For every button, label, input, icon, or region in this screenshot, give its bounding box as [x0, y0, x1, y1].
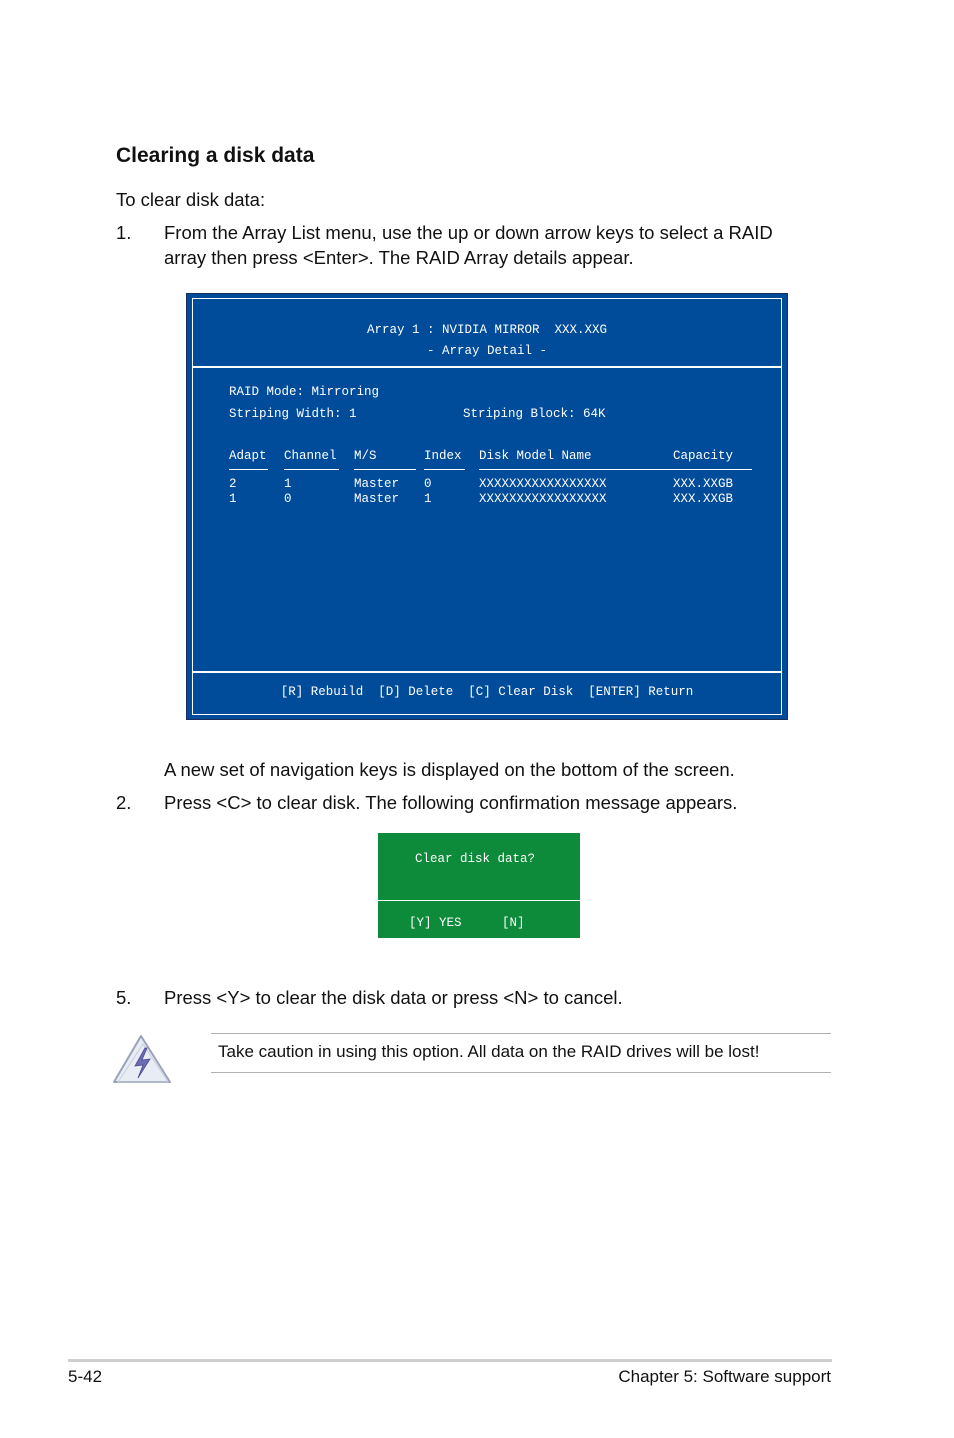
step-number: 1. [116, 222, 132, 243]
raid-mode: RAID Mode: Mirroring [229, 385, 380, 399]
cell-adapt: 2 [229, 477, 237, 491]
raid-header-panel [192, 298, 782, 367]
column-header-ms: M/S [354, 449, 377, 463]
cell-disk-model: XXXXXXXXXXXXXXXXX [479, 477, 607, 491]
cell-ms: Master [354, 492, 400, 506]
cell-capacity: XXX.XXGB [673, 492, 734, 506]
intro-text: To clear disk data: [116, 189, 266, 210]
step-text: Press <C> to clear disk. The following confirmation message appears. [164, 792, 738, 813]
step-number: 5. [116, 987, 132, 1008]
warning-lightning-icon [112, 1033, 174, 1085]
cell-index: 1 [424, 492, 432, 506]
section-title: Clearing a disk data [116, 144, 315, 167]
step-note: A new set of navigation keys is displayed on the bottom of the screen. [164, 759, 735, 780]
nav-keys[interactable]: [R] Rebuild [D] Delete [C] Clear Disk [ENTER] Return [280, 685, 694, 699]
column-underline [673, 469, 752, 470]
column-underline [354, 469, 416, 470]
column-header-index: Index [424, 449, 462, 463]
cell-index: 0 [424, 477, 432, 491]
raid-nav-panel [192, 672, 782, 715]
striping-width: Striping Width: 1 [229, 407, 357, 421]
cell-adapt: 1 [229, 492, 237, 506]
column-header-capacity: Capacity [673, 449, 734, 463]
raid-detail-panel [192, 367, 782, 672]
column-header-adapt: Adapt [229, 449, 267, 463]
cell-capacity: XXX.XXGB [673, 477, 734, 491]
column-underline [229, 469, 268, 470]
step-text: From the Array List menu, use the up or down arrow keys to select a RAID [164, 222, 773, 243]
footer-rule [68, 1359, 832, 1362]
column-underline [284, 469, 339, 470]
caution-top-rule [211, 1033, 831, 1034]
confirm-dialog [378, 833, 580, 938]
column-header-disk-model: Disk Model Name [479, 449, 592, 463]
no-option[interactable]: [N] [502, 916, 525, 930]
column-header-channel: Channel [284, 449, 337, 463]
striping-block: Striping Block: 64K [463, 407, 606, 421]
step-number: 2. [116, 792, 132, 813]
column-underline [424, 469, 465, 470]
array-title: Array 1 : NVIDIA MIRROR XXX.XXG [366, 323, 608, 337]
column-underline [479, 469, 675, 470]
caution-bottom-rule [211, 1072, 831, 1073]
raid-array-detail-screen [186, 293, 788, 720]
array-subtitle: - Array Detail - [426, 344, 548, 358]
step-text: array then press <Enter>. The RAID Array details appear. [164, 247, 634, 268]
page-number: 5-42 [68, 1367, 103, 1386]
chapter-title: Chapter 5: Software support [618, 1367, 831, 1386]
cell-channel: 0 [284, 492, 292, 506]
cell-ms: Master [354, 477, 400, 491]
step-text: Press <Y> to clear the disk data or press <N> to cancel. [164, 987, 623, 1008]
cell-channel: 1 [284, 477, 292, 491]
dialog-divider [378, 900, 580, 901]
caution-text: Take caution in using this option. All data on the RAID drives will be lost! [218, 1042, 760, 1061]
yes-option[interactable]: [Y] YES [409, 916, 462, 930]
cell-disk-model: XXXXXXXXXXXXXXXXX [479, 492, 607, 506]
confirm-message: Clear disk data? [414, 852, 536, 866]
